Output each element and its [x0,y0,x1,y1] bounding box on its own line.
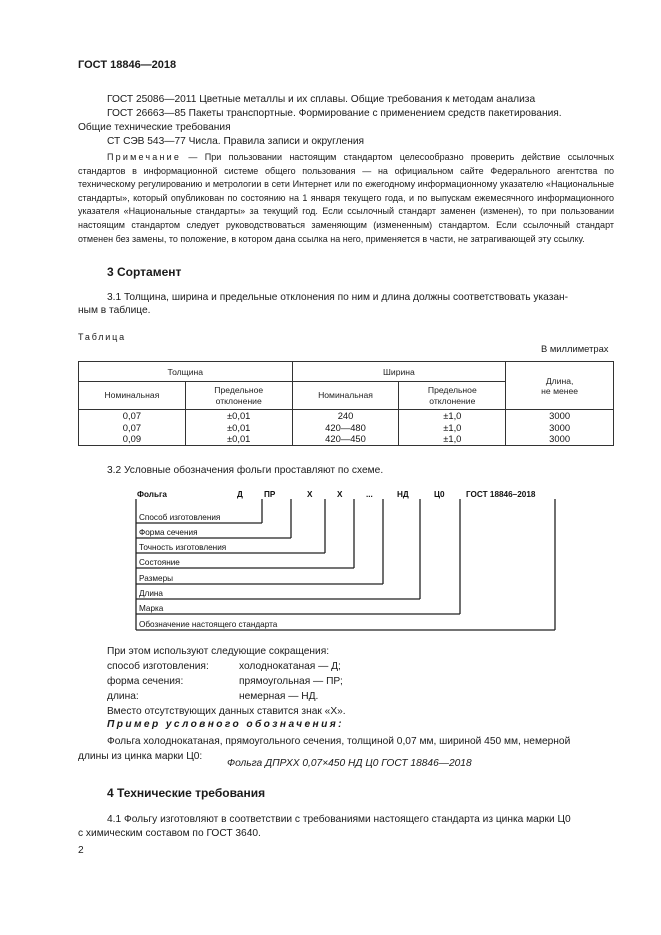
header-width: Ширина [292,362,506,382]
abbr-value-length: немерная — НД. [239,691,319,702]
scheme-top-x2: Х [337,490,343,499]
reference-gost-25086: ГОСТ 25086—2011 Цветные металлы и их сплавы. Общие требования к методам анализа [107,94,536,105]
abbr-term-length: длина: [107,691,139,702]
para-4-1-line2: с химическим составом по ГОСТ 3640. [78,828,261,839]
para-3-2: 3.2 Условные обозначения фольги проставляют по схеме. [107,465,384,476]
scheme-top-nd: НД [397,490,409,499]
section-4-heading: 4 Технические требования [107,786,266,800]
table-caption: Таблица [78,332,126,342]
scheme-top-x1: Х [307,490,313,499]
note-text: — При пользовании настоящим стандартом целесообразно проверить действие ссылочных стандартов в информационной системе общего пользования — на официальном сайте Федерального агентства по техническому регулированию и метрологии в сети Интернет или по ежегодному информационному указателю «Национальные стандарты», который опубликован по состоянию на 1 января текущего года, и по выпускам ежемесячного информационного указателя «Национальные стандарты» за текущий год. Если ссылочный стандарт заменен (изменен), то при пользовании настоящим стандартом следует руководствоваться заменяющим (измененным) стандартом. Если ссылочный стандарт отменен без замены, то положение, в котором дана ссылка на него, применяется в части, не затрагивающей эту ссылку. [78,152,614,244]
reference-gost-26663: ГОСТ 26663—85 Пакеты транспортные. Формирование с применением средств пакетирования. [107,108,562,119]
missing-data-note: Вместо отсутствующих данных ставится знак «Х». [107,706,346,717]
scheme-top-d: Д [237,490,243,499]
reference-st-sev-543: СТ СЭВ 543—77 Числа. Правила записи и округления [107,136,365,147]
scheme-top-c0: Ц0 [434,490,445,499]
table-units: В миллиметрах [541,343,609,354]
header-thickness-nominal: Номинальная [79,382,186,410]
scheme-label-method: Способ изготовления [139,513,221,522]
abbr-value-method: холоднокатаная — Д; [239,661,341,672]
cell-thickness-nominal: 0,07 0,07 0,09 [79,410,186,446]
para-4-1-line1: 4.1 Фольгу изготовляют в соответствии с требованиями настоящего стандарта из цинка марки Ц0 [107,814,571,825]
note-label: Примечание [107,152,182,162]
abbr-term-method: способ изготовления: [107,661,209,672]
scheme-top-gost: ГОСТ 18846–2018 [466,490,536,499]
example-line2: длины из цинка марки Ц0: [78,751,203,762]
abbr-value-section: прямоугольная — ПР; [239,676,343,687]
header-width-deviation: Предельное отклонение [399,382,506,410]
header-length: Длина, не менее [506,362,614,410]
example-designation: Фольга ДПРХХ 0,07×450 НД Ц0 ГОСТ 18846—2018 [227,758,472,769]
scheme-label-standard: Обозначение настоящего стандарта [139,620,278,629]
scheme-label-dimensions: Размеры [139,574,174,583]
header-thickness: Толщина [79,362,293,382]
example-label: Пример условного обозначения: [107,719,344,730]
document-code-header: ГОСТ 18846—2018 [78,59,177,71]
cell-thickness-deviation: ±0,01 ±0,01 ±0,01 [185,410,292,446]
para-3-1-line1: 3.1 Толщина, ширина и предельные отклонения по ним и длина должны соответствовать указан- [107,292,569,303]
scheme-top-ellipsis: ... [366,490,373,499]
example-line1: Фольга холоднокатаная, прямоугольного сечения, толщиной 0,07 мм, шириной 450 мм, немерной [107,736,571,747]
scheme-label-grade: Марка [139,604,164,613]
section-3-heading: 3 Сортамент [107,265,182,279]
cell-length: 3000 3000 3000 [506,410,614,446]
abbr-term-section: форма сечения: [107,676,184,687]
scheme-top-pr: ПР [264,490,276,499]
scheme-label-section: Форма сечения [139,528,198,537]
scheme-top-foil: Фольга [137,490,167,499]
abbr-intro: При этом используют следующие сокращения: [107,646,330,657]
header-width-nominal: Номинальная [292,382,399,410]
header-thickness-deviation: Предельное отклонение [185,382,292,410]
para-3-1-line2: ным в таблице. [78,305,151,316]
scheme-label-length: Длина [139,589,163,598]
page-number: 2 [78,845,84,856]
scheme-label-accuracy: Точность изготовления [139,543,227,552]
cell-width-deviation: ±1,0 ±1,0 ±1,0 [399,410,506,446]
reference-gost-26663-cont: Общие технические требования [78,122,231,133]
scheme-label-condition: Состояние [139,558,180,567]
cell-width-nominal: 240 420—480 420—450 [292,410,399,446]
